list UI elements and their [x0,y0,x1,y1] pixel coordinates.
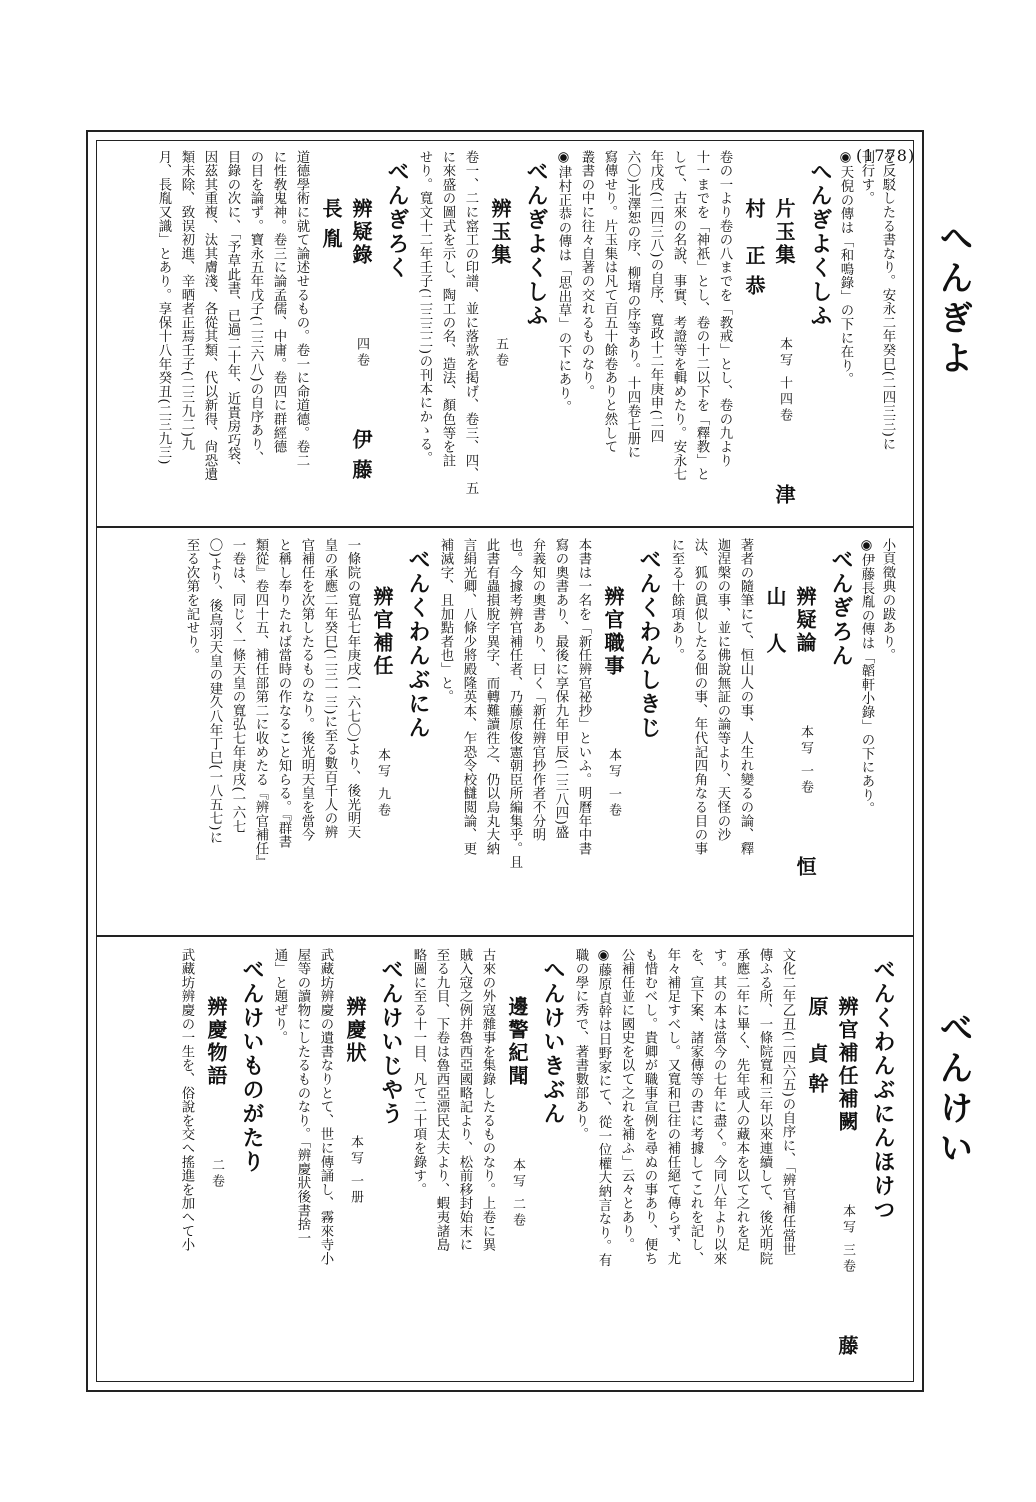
text-line: 寫の奧書あり、最後に享保九年甲辰(二三八四)盛 [553,538,568,840]
text-line: 武藏坊辨慶の遺書なりとて、世に傳誦し、霧來寺小 [318,948,333,1266]
entry-volumes: 本写 十四卷 [777,337,792,425]
text-line: して、古來の名說、事實、考證等を輯めたり。安永七 [671,150,686,482]
text-line: ◉津村正恭の傳は「思出草」の下にあり。 [556,150,571,414]
text-line: 官補任を次第したるものなり。後光明天皇を當今 [299,538,314,842]
text-line: 略圖に至る十一目、凡て二十項を錄す。 [411,948,426,1197]
text-line: 屋等の讀物にしたるものなり。「辨慶狀後書捨一 [295,948,310,1245]
text-line: を反駁したる書なり。安永二年癸巳(二四三三)に [880,150,895,452]
text-line: 公補任並に國史を以て之れを補ふ」云々とあり。 [619,948,634,1252]
text-line: に性敎鬼神。卷三に論孟儒、中庸。卷四に群經德 [271,150,286,454]
text-line: 目錄の次に、「予草此書、已過二十年、近貴房巧袋、 [225,150,240,475]
text-line: 也。今據考辨官補任者、乃藤原俊憲朝臣所編集乎。且 [507,538,522,870]
entry-title-line [367,586,397,928]
text-line: に至る十餘項あり。 [669,538,684,663]
text-line: 年々補足すべし。又寬和已往の補任絕て傳らず、尤 [665,948,680,1266]
entry-volumes: 本写 一卷 [798,725,813,797]
entry-volumes: 五卷 [493,337,508,369]
text-line: 〇)より、後鳥羽天皇の建久八年丁巳(一八五七)に [207,538,222,845]
text-band-middle [108,538,898,928]
band-divider-1 [96,526,914,528]
text-line: 本書は一名を「新任辨官祕抄」といふ。明曆年中書 [576,538,591,856]
text-line: ◉伊藤長胤の傳は「韜軒小錄」の下にあり。 [859,538,874,816]
text-line: 補滅字、且加點者也」と。 [438,538,453,704]
entry-author: 藤原 貞幹 [805,996,859,1366]
entry-heading: べんぎよくしふ [523,160,549,328]
text-line: す。其の本は當今の七年に盡く。今同八年より以來 [711,948,726,1266]
text-line: ◉天倪の傳は「和鳴錄」の下に在り。 [838,150,853,387]
text-line: と稱し奉りたれば當時の作なること知らる。『群書 [276,538,291,849]
entry-heading: べんぎろく [384,160,410,280]
entry-title: 辨玉集 [488,198,512,267]
entry-title-line [739,198,799,520]
entry-title-line [316,198,376,520]
text-line: 弁義知の奧書あり、曰く「新任辨官抄作者不分明 [530,538,545,842]
entry-heading: べんくわんしきじ [636,548,662,740]
text-line: 汰、狐の眞似したる佃の事、年代記四角なる目の事 [692,538,707,856]
entry-author: 津村 正恭 [742,198,796,515]
text-line: 武藏坊辨慶の一生を、俗說を交へ搖進を加へて小 [179,948,194,1252]
entry-heading: へんぎよくしふ [807,160,833,328]
text-line: 傳ふる所、一條院寬和三年以來連續して、後光明院 [757,948,772,1266]
text-line: 道德學術に就て論述せるもの。卷一に命道德。卷二 [294,150,309,468]
entry-author: 伊藤 長胤 [319,198,373,489]
text-line: せり。寬文十二年壬子(二三三二)の刊本にかゝる。 [417,150,432,465]
entry-volumes: 本写 九卷 [375,748,390,820]
entry-title: 辨疑錄 [349,198,373,267]
text-line: 賊入寇之例并魯西亞國略記より、松前移封始末に [457,948,472,1252]
text-line: 一卷は、同じく一條天皇の寬弘七年庚戌(一六七 [230,538,245,834]
text-line: 類未除、致误初進、辛晒者正焉壬子(二三九二)九 [179,150,194,452]
text-line: の目を論ず。寶永五年戊子(二三六八)の自序あり、 [248,150,263,465]
band-divider-2 [96,935,914,937]
entry-title: 辨慶狀 [343,996,367,1065]
text-line: 小頁徵典の跋あり。 [880,538,895,663]
text-line: 六〇)北澤恕の序、柳壻の序等あり。十四卷七册に [625,150,640,460]
text-line: 古來の外寇雜事を集錄したるものなり。上卷に異 [480,948,495,1252]
entry-author: 恒 山 人 [763,586,817,887]
text-line: に來盛の圖式を示し、陶工の名、造法、顏色等を註 [440,150,455,468]
entry-volumes: 四卷 [354,337,369,369]
text-line: ◉藤原貞幹は日野家にて、從一位權大納言なり。有 [596,948,611,1267]
text-line: 著者の隨筆にて、恒山人の事、人生れ變るの論、釋 [738,538,753,856]
text-line: 年戊戌(二四三八)の自序、寬政十二年庚申(二四 [648,150,663,443]
side-label-bottom: べんけい [933,1010,973,1170]
text-line: 一條院の寬弘七年庚戌(一六七〇)より、後光明天 [345,538,360,840]
entry-title-line [802,996,862,1376]
entry-volumes: 本写 二卷 [510,1158,525,1230]
entry-title-line [201,996,231,1376]
entry-title-line [502,996,532,1376]
text-line: 職の學に秀で、著書數部あり。 [573,948,588,1142]
text-line: 因茲其重複、汰其膚淺、各從其類、代以新得、尙恐遺 [202,150,217,482]
entry-volumes: 本写 一册 [348,1135,363,1207]
page-number: (1778) [856,146,916,165]
text-line: 通」と題ぜり。 [272,948,287,1045]
text-line: 刊行す。 [859,150,874,206]
text-line: 叢書の中に往々自著の交れるものなり。 [579,150,594,399]
text-line: 寫傳せり。片玉集は凡て百五十餘卷ありと然して [602,150,617,454]
entry-title-line [760,586,820,928]
text-line: 至る次第を記せり。 [184,538,199,663]
entry-volumes: 本写 三卷 [840,1204,855,1276]
text-line: 言絹光卿、八條少將殿隆英本、乍恐令校讎閲論、更 [461,538,476,856]
entry-title: 辨慶物語 [204,996,228,1088]
entry-title: 辨官職事 [601,586,625,678]
side-label-top: へんぎよ [933,220,973,380]
entry-heading: へんけいきぶん [540,958,566,1126]
text-line: 迦涅槃の事、並に佛說無証の論等より、天怪の沙 [715,538,730,842]
text-line: 承應二年に畢く、先年或人の藏本を以て之れを足 [734,948,749,1252]
entry-heading: べんくわんぶにん [405,548,431,740]
entry-title-line [598,586,628,928]
text-line: 皇の承應二年癸巳(二三一三)に至る數百千人の辨 [322,538,337,840]
entry-heading: べんぎろん [828,548,854,668]
entry-volumes: 二卷 [209,1158,224,1190]
entry-heading: べんくわんぶにんほけつ [870,958,896,1222]
entry-title: 邊警紀聞 [505,996,529,1088]
entry-heading: べんけいじやう [378,958,404,1126]
entry-title: 辨官補任 [370,586,394,678]
text-line: 此書有蟲損脫字異字、而轉難讀徃之、仍以烏丸大納 [484,538,499,856]
entry-title-line [485,198,515,520]
text-line: 卷一、二に窰工の印譜、並に落款を掲げ、卷三、四、五 [463,150,478,495]
text-line: も惜むべし。貴卿が職事宣例を尋ぬの事あり、便ち [642,948,657,1266]
text-line: を、宣下案、諸家傳等の書に考據してこれを記し、 [688,948,703,1266]
entry-title: 辨疑論 [793,586,817,655]
text-band-top [108,150,898,520]
entry-title-line [340,996,370,1376]
text-line: 文化二年乙丑(二四六五)の自序に、「辨官補任當世 [780,948,795,1257]
text-line: 至る九目、下卷は魯西亞漂民太夫より、蝦夷諸島 [434,948,449,1252]
text-band-bottom [108,948,898,1376]
entry-title: 片玉集 [772,198,796,267]
text-line: 類從』卷四十五、補任部第二に收めたる『辨官補任』 [253,538,268,870]
entry-heading: べんけいものがたり [239,958,265,1174]
entry-title: 辨官補任補闕 [835,996,859,1134]
text-line: 卷の一より卷の八までを「教戒」とし、卷の九より [717,150,732,468]
text-line: 十一までを「神祇」とし、卷の十二以下を「釋教」と [694,150,709,482]
text-line: 月、長胤又識」とあり。享保十八年癸丑(二三九三) [156,150,171,465]
entry-volumes: 本写 一卷 [606,748,621,820]
